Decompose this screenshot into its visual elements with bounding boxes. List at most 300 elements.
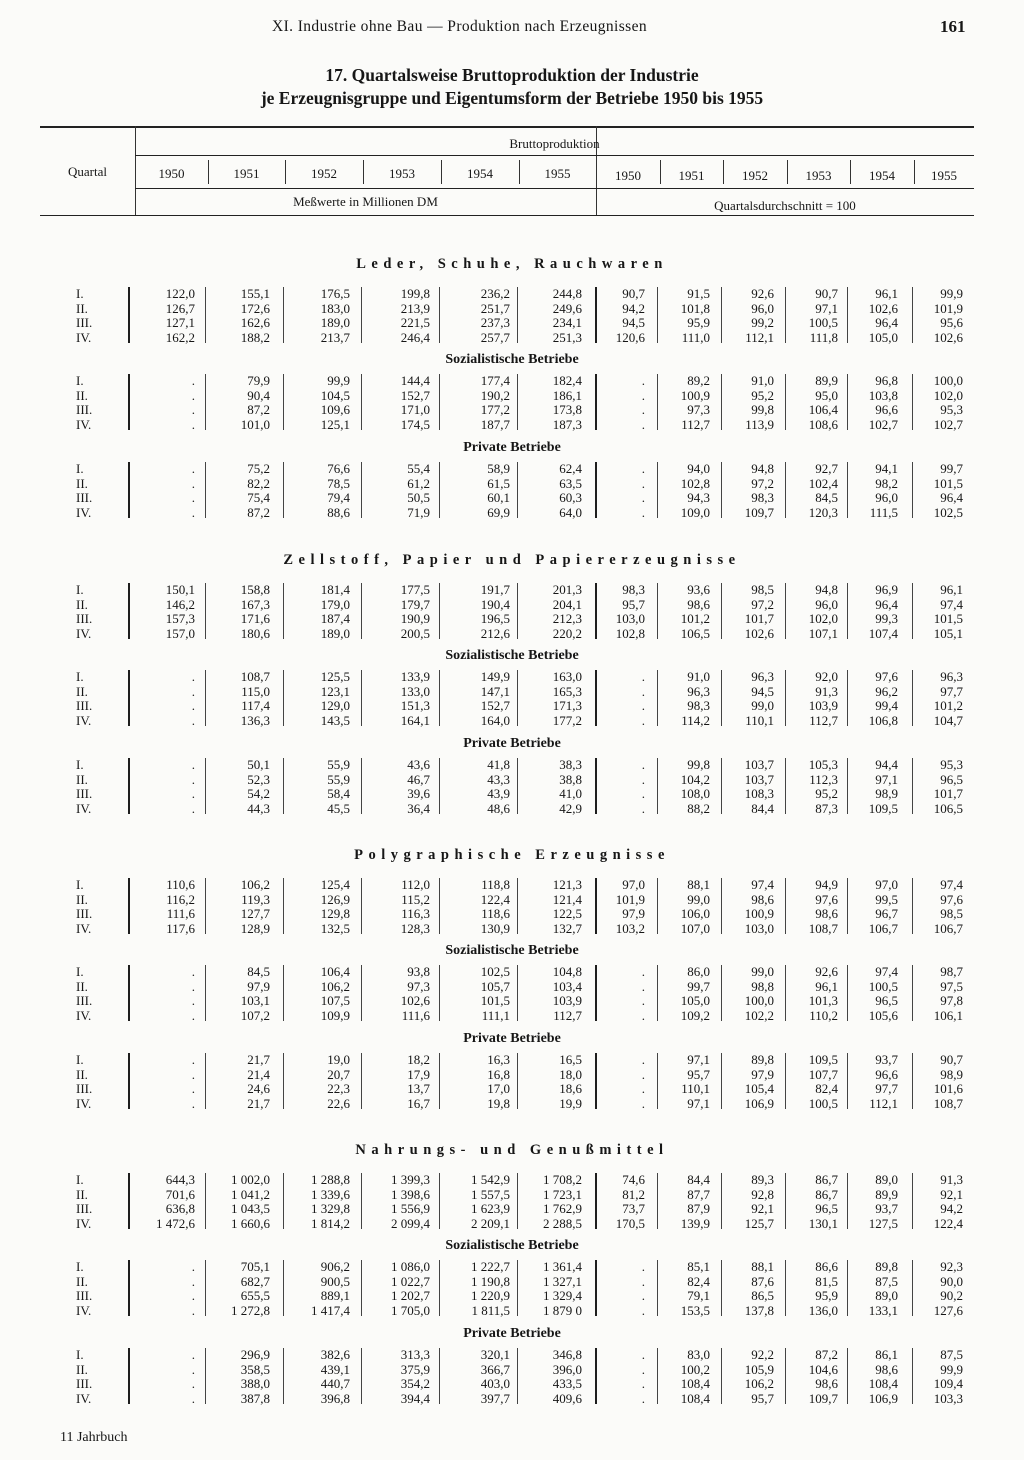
table-cell: 97,7 [875,1081,898,1097]
table-cell: 320,1 [480,1347,510,1362]
table-cell: 110,1 [681,1081,710,1097]
table-cell: 96,6 [875,1066,898,1082]
table-cell: 84,4 [687,1172,710,1187]
table-cell: 84,5 [815,490,838,506]
table-cell: 112,1 [869,1095,898,1111]
table-cell: 1 557,5 [471,1186,510,1202]
table-header [40,126,974,216]
table-cell: 99,0 [687,891,710,907]
table-cell: 180,6 [240,625,270,641]
table-cell: 97,0 [875,877,898,892]
table-cell: 95,7 [751,1390,774,1406]
table-row [0,402,1024,417]
table-cell: 45,5 [327,800,350,816]
table-cell: 79,9 [247,373,270,388]
table-cell: 251,3 [552,329,582,345]
table-cell: . [191,461,195,476]
table-cell: 1 272,8 [231,1302,270,1318]
quarter-label: IV. [76,920,92,936]
table-cell: 101,3 [808,993,838,1009]
table-cell: 21,7 [247,1095,270,1111]
table-cell: 110,1 [745,712,774,728]
table-cell: 105,0 [680,993,710,1009]
table-cell: 375,9 [400,1361,430,1377]
table-cell: 92,6 [815,964,838,979]
table-cell: 108,7 [933,1095,963,1111]
table-row [0,772,1024,787]
section-title: Zellstoff, Papier und Papiererzeugnisse [283,552,741,568]
table-cell: 91,3 [815,683,838,699]
table-cell: 107,1 [808,625,838,641]
table-cell: 122,5 [552,906,582,922]
table-cell: 186,1 [552,387,582,403]
table-row [0,1274,1024,1289]
table-cell: 396,8 [320,1390,350,1406]
quarter-label: III. [76,1081,93,1097]
table-cell: . [191,387,195,403]
table-cell: 112,7 [809,712,838,728]
table-cell: 440,7 [320,1376,350,1392]
table-cell: 1 762,9 [543,1201,582,1217]
table-cell: 139,9 [680,1215,710,1231]
table-cell: 89,0 [875,1288,898,1304]
table-cell: 1 190,8 [471,1273,510,1289]
quarter-label: II. [76,300,88,316]
table-cell: 126,9 [320,891,350,907]
year-header-left: 1952 [311,166,337,181]
table-cell: 109,7 [744,504,774,520]
table-cell: 95,9 [815,1288,838,1304]
table-cell: 88,2 [687,800,710,816]
table-cell: . [641,669,645,684]
table-cell: 889,1 [320,1288,350,1304]
table-cell: 46,7 [407,771,430,787]
table-cell: 91,0 [687,669,710,684]
table-cell: 101,6 [933,1081,963,1097]
table-cell: 99,5 [875,891,898,907]
table-cell: 181,4 [320,582,350,597]
table-cell: 106,7 [933,920,963,936]
table-cell: 99,8 [751,402,774,418]
table-cell: 97,3 [687,402,710,418]
table-cell: 388,0 [240,1376,270,1392]
table-cell: 82,4 [687,1273,710,1289]
table-cell: 95,0 [815,387,838,403]
quarter-label: III. [76,993,93,1009]
table-cell: 177,5 [400,582,430,597]
table-cell: 102,7 [933,416,963,432]
page-number: 161 [940,17,966,36]
table-cell: 143,5 [320,712,350,728]
table-cell: 179,7 [400,596,430,612]
table-cell: 116,3 [401,906,430,922]
table-cell: 102,6 [868,300,898,316]
table-row [0,786,1024,801]
table-cell: 100,2 [680,1361,710,1377]
table-cell: 1 623,9 [471,1201,510,1217]
table-cell: 171,6 [240,611,270,627]
table-cell: . [641,786,645,802]
table-cell: 94,9 [815,877,838,892]
table-cell: 101,9 [615,891,645,907]
table-cell: 19,9 [559,1095,582,1111]
table-cell: 189,0 [320,625,350,641]
table-cell: 86,5 [751,1288,774,1304]
table-cell: 111,6 [401,1007,430,1023]
table-cell: 106,2 [240,877,270,892]
quarter-label: III. [76,786,93,802]
table-cell: 91,5 [687,286,710,301]
table-cell: 87,5 [940,1347,963,1362]
table-cell: 152,7 [400,387,430,403]
table-cell: 108,3 [744,786,774,802]
table-cell: 75,4 [247,490,270,506]
table-row [0,713,1024,728]
table-row [0,373,1024,388]
table-cell: 1 202,7 [391,1288,430,1304]
group-title: Sozialistische Betriebe [445,943,579,958]
table-cell: 167,3 [240,596,270,612]
table-cell: 196,5 [480,611,510,627]
table-cell: 213,7 [320,329,350,345]
table-cell: 101,2 [680,611,710,627]
table-cell: 102,6 [933,329,963,345]
table-cell: 93,8 [407,964,430,979]
table-cell: 1 542,9 [471,1172,510,1187]
table-cell: 96,0 [875,490,898,506]
table-cell: 78,5 [327,475,350,491]
table-cell: 105,4 [744,1081,774,1097]
table-row [0,505,1024,520]
table-cell: . [191,964,195,979]
table-cell: 102,5 [933,504,963,520]
table-row [0,684,1024,699]
table-cell: 89,9 [815,373,838,388]
table-cell: 64,0 [559,504,582,520]
table-cell: 118,6 [481,906,510,922]
table-cell: 89,0 [875,1172,898,1187]
table-cell: 43,6 [407,757,430,772]
table-cell: 92,8 [751,1186,774,1202]
table-cell: 97,1 [687,1095,710,1111]
table-cell: 900,5 [320,1273,350,1289]
table-cell: 110,2 [809,1007,838,1023]
table-cell: 2 099,4 [391,1215,430,1231]
table-cell: 94,5 [751,683,774,699]
table-row [0,330,1024,345]
table-cell: 106,9 [868,1390,898,1406]
table-cell: 76,6 [327,461,350,476]
table-cell: 97,9 [247,978,270,994]
table-cell: 171,0 [400,402,430,418]
table-cell: 97,4 [940,596,963,612]
table-cell: 144,4 [400,373,430,388]
table-cell: 106,1 [933,1007,963,1023]
table-cell: 116,2 [166,891,195,907]
table-cell: 60,1 [487,490,510,506]
table-cell: 92,2 [751,1347,774,1362]
table-cell: 212,3 [552,611,582,627]
quarter-label: IV. [76,800,92,816]
table-cell: 97,1 [875,771,898,787]
table-cell: . [641,373,645,388]
table-row [0,1008,1024,1023]
table-cell: 122,4 [480,891,510,907]
table-cell: 54,2 [247,786,270,802]
table-row [0,315,1024,330]
table-cell: . [641,1052,645,1067]
table-cell: 100,9 [744,906,774,922]
table-cell: 1 327,1 [543,1273,582,1289]
table-cell: 86,6 [815,1259,838,1274]
table-cell: 120,3 [808,504,838,520]
table-cell: 111,5 [869,504,898,520]
table-cell: 102,8 [615,625,645,641]
table-cell: . [641,1302,645,1318]
table-cell: 102,8 [680,475,710,491]
table-cell: 89,3 [751,1172,774,1187]
table-cell: 86,7 [815,1186,838,1202]
table-cell: 122,4 [933,1215,963,1231]
table-cell: 1 361,4 [543,1259,582,1274]
group-title: Private Betriebe [463,1031,561,1046]
quarter-label: II. [76,978,88,994]
group-title: Sozialistische Betriebe [445,352,579,367]
table-cell: . [641,1390,645,1406]
table-cell: 95,7 [622,596,645,612]
table-cell: 163,0 [552,669,582,684]
table-row [0,1081,1024,1096]
table-cell: . [641,993,645,1009]
table-cell: 98,3 [687,698,710,714]
table-cell: 105,6 [868,1007,898,1023]
table-cell: 118,8 [481,877,510,892]
table-cell: 200,5 [400,625,430,641]
table-cell: 96,9 [875,582,898,597]
table-cell: 17,9 [407,1066,430,1082]
table-cell: 121,4 [552,891,582,907]
table-cell: 108,7 [808,920,838,936]
table-cell: . [191,1066,195,1082]
table-cell: 127,1 [165,315,195,331]
table-cell: 95,3 [940,757,963,772]
table-cell: 55,9 [327,757,350,772]
table-cell: 257,7 [480,329,510,345]
table-cell: 92,3 [940,1259,963,1274]
table-cell: 244,8 [552,286,582,301]
table-cell: 103,7 [744,771,774,787]
table-cell: 117,6 [166,920,195,936]
table-cell: . [191,800,195,816]
table-cell: 120,6 [615,329,645,345]
table-cell: 16,7 [407,1095,430,1111]
table-cell: 90,7 [622,286,645,301]
table-cell: 354,2 [400,1376,430,1392]
year-header-left: 1953 [389,166,415,181]
table-cell: 92,7 [815,461,838,476]
table-cell: 41,0 [559,786,582,802]
quarter-label: III. [76,490,93,506]
table-cell: 157,0 [165,625,195,641]
table-cell: 104,8 [552,964,582,979]
table-cell: 1 708,2 [543,1172,582,1187]
table-cell: 22,3 [327,1081,350,1097]
table-cell: . [641,416,645,432]
table-cell: 102,7 [868,416,898,432]
table-cell: 149,9 [480,669,510,684]
table-cell: 1 222,7 [471,1259,510,1274]
table-cell: 87,9 [687,1201,710,1217]
table-cell: 97,1 [687,1052,710,1067]
table-row [0,1187,1024,1202]
table-cell: . [191,416,195,432]
table-cell: 90,2 [940,1288,963,1304]
table-cell: 636,8 [165,1201,195,1217]
table-cell: 1 339,6 [311,1186,350,1202]
table-cell: 103,4 [552,978,582,994]
year-header-right: 1954 [869,168,895,183]
table-cell: 50,5 [407,490,430,506]
table-cell: . [641,771,645,787]
table-cell: 136,0 [808,1302,838,1318]
table-cell: 199,8 [400,286,430,301]
table-cell: 22,6 [327,1095,350,1111]
table-cell: 100,9 [680,387,710,403]
quarter-label: II. [76,1273,88,1289]
table-cell: 1 043,5 [231,1201,270,1217]
table-cell: 97,3 [407,978,430,994]
table-cell: 127,5 [868,1215,898,1231]
table-cell: 92,1 [940,1186,963,1202]
table-cell: 358,5 [240,1361,270,1377]
table-cell: . [641,1288,645,1304]
table-cell: . [191,490,195,506]
table-cell: 55,4 [407,461,430,476]
running-head [0,18,1024,40]
table-cell: 1 879 0 [543,1302,582,1318]
table-cell: 96,3 [687,683,710,699]
table-cell: 108,4 [680,1390,710,1406]
table-cell: 102,2 [744,1007,774,1023]
table-cell: . [641,1259,645,1274]
table-cell: 104,5 [320,387,350,403]
table-cell: 213,9 [400,300,430,316]
quarter-label: IV. [76,1390,92,1406]
table-cell: 100,0 [744,993,774,1009]
table-cell: 125,7 [744,1215,774,1231]
table-cell: 190,4 [480,596,510,612]
table-cell: 99,9 [940,1361,963,1377]
table-cell: 96,7 [875,906,898,922]
quarter-label: III. [76,1201,93,1217]
table-cell: 125,1 [320,416,350,432]
table-cell: 132,5 [320,920,350,936]
table-cell: 94,3 [687,490,710,506]
table-cell: 103,3 [933,1390,963,1406]
group-title: Sozialistische Betriebe [445,648,579,663]
table-cell: 90,7 [815,286,838,301]
table-cell: 128,3 [400,920,430,936]
table-cell: 119,3 [241,891,270,907]
table-cell: 246,4 [400,329,430,345]
table-cell: 106,0 [680,906,710,922]
table-cell: 101,0 [240,416,270,432]
table-cell: 109,9 [320,1007,350,1023]
table-cell: 105,3 [808,757,838,772]
table-cell: . [641,1361,645,1377]
table-cell: 88,6 [327,504,350,520]
table-cell: 117,4 [241,698,270,714]
table-cell: . [191,475,195,491]
table-cell: . [191,1347,195,1362]
year-header-right: 1952 [742,168,768,183]
table-cell: 1 288,8 [311,1172,350,1187]
table-cell: 87,2 [815,1347,838,1362]
year-header-left: 1950 [158,166,185,181]
table-cell: 38,3 [559,757,582,772]
table-cell: 189,0 [320,315,350,331]
table-cell: 90,4 [247,387,270,403]
table-cell: 176,5 [320,286,350,301]
table-cell: 97,6 [815,891,838,907]
table-cell: 99,0 [751,964,774,979]
table-cell: 89,8 [751,1052,774,1067]
table-cell: . [641,1347,645,1362]
table-cell: . [641,1095,645,1111]
quarter-label: IV. [76,329,92,345]
table-cell: 177,2 [552,712,582,728]
table-cell: 103,0 [744,920,774,936]
table-cell: 98,8 [751,978,774,994]
table-row [0,490,1024,505]
table-cell: 2 209,1 [471,1215,510,1231]
quarter-label: II. [76,596,88,612]
quarter-label: I. [76,461,84,476]
unit-right-header: Quartalsdurchschnitt = 100 [714,198,856,213]
year-header-left: 1954 [467,166,493,181]
table-cell: 106,5 [680,625,710,641]
table-cell: 81,2 [622,1186,645,1202]
table-cell: 43,9 [487,786,510,802]
table-cell: 97,5 [940,978,963,994]
table-cell: 92,6 [751,286,774,301]
table-cell: 96,2 [875,683,898,699]
table-cell: 19,8 [487,1095,510,1111]
table-cell: 38,8 [559,771,582,787]
table-row [0,801,1024,816]
table-cell: 88,1 [687,877,710,892]
table-cell: 19,0 [327,1052,350,1067]
table-cell: 112,0 [401,877,430,892]
quarter-label: IV. [76,712,92,728]
table-cell: 52,3 [247,771,270,787]
table-row [0,301,1024,316]
table-cell: 187,4 [320,611,350,627]
table-cell: 48,6 [487,800,510,816]
table-cell: 84,4 [751,800,774,816]
table-cell: 73,7 [622,1201,645,1217]
table-cell: 18,2 [407,1052,430,1067]
table-cell: 98,3 [751,490,774,506]
table-cell: 1 472,6 [156,1215,195,1231]
table-cell: . [191,1007,195,1023]
table-cell: 97,9 [622,906,645,922]
table-cell: 99,8 [687,757,710,772]
table-cell: . [191,786,195,802]
table-row [0,1052,1024,1067]
table-cell: 16,8 [487,1066,510,1082]
table-cell: 100,5 [808,315,838,331]
